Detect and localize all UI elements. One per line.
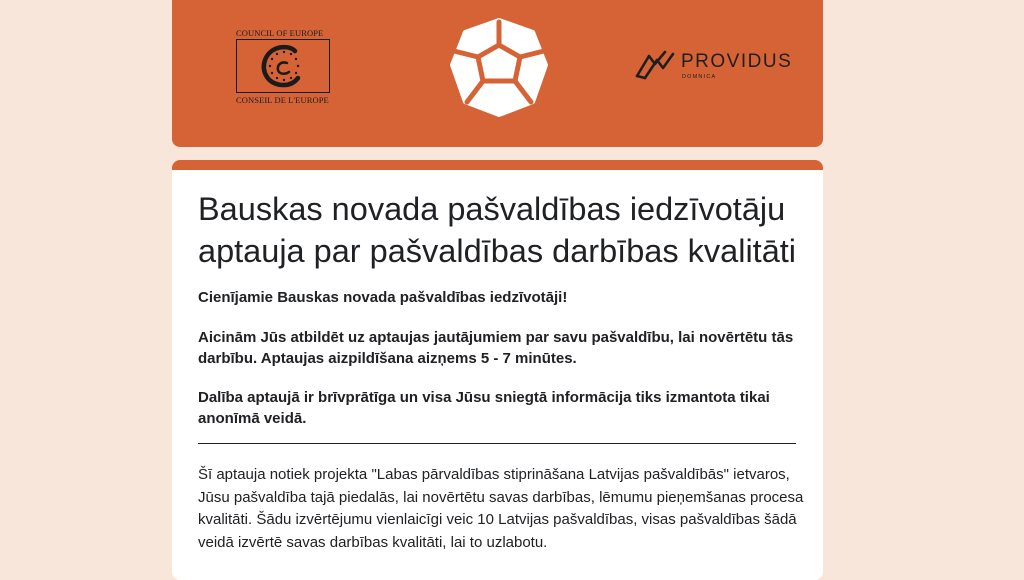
form-title: Bauskas novada pašvaldības iedzīvotāju aptauja par pašvaldības darbības kvalitāti bbox=[198, 191, 797, 269]
council-of-europe-logo bbox=[236, 28, 332, 106]
providus-logo bbox=[635, 50, 795, 86]
divider-line bbox=[198, 443, 796, 444]
form-intro: Aicinām Jūs atbildēt uz aptaujas jautājumiem par savu pašvaldību, lai novērtētu tās darbību. Aptaujas aizpildīšana aizņems 5 - 7 minūtes. bbox=[198, 329, 794, 367]
coe-logo-bottom-text: CONSEIL DE L'EUROPE bbox=[236, 95, 329, 105]
card-accent-bar bbox=[172, 160, 823, 170]
providus-subtitle: DOMNICA bbox=[682, 74, 717, 80]
coe-emblem-icon bbox=[258, 42, 310, 90]
form-greeting: Cienījamie Bauskas novada pašvaldības iedzīvotāji! bbox=[198, 289, 568, 306]
form-header-card bbox=[172, 160, 823, 580]
coe-logo-top-text: COUNCIL OF EUROPE bbox=[236, 28, 324, 38]
providus-name: PROVIDUS bbox=[681, 51, 793, 72]
form-project-info: Šī aptauja notiek projekta "Labas pārvaldības stiprināšana Latvijas pašvaldībās" ietvaros, Jūsu pašvaldība tajā piedalās, lai novērtētu savas darbības, lēmumu pieņemšanas procesa kvalitāti. Šādu izvērtējumu vienlaicīgi veic 10 Latvijas pašvaldības, visas pašvaldības šādā veidā izvērtē savas darbības kvalitāti, lai to uzlabotu. bbox=[198, 466, 804, 551]
dodecahedron-icon bbox=[449, 18, 549, 118]
header-banner bbox=[172, 0, 823, 147]
form-privacy-note: Dalība aptaujā ir brīvprātīga un visa Jūsu sniegtā informācija tiks izmantota tikai anonīmā veidā. bbox=[198, 389, 770, 427]
providus-mark-icon bbox=[635, 50, 675, 80]
